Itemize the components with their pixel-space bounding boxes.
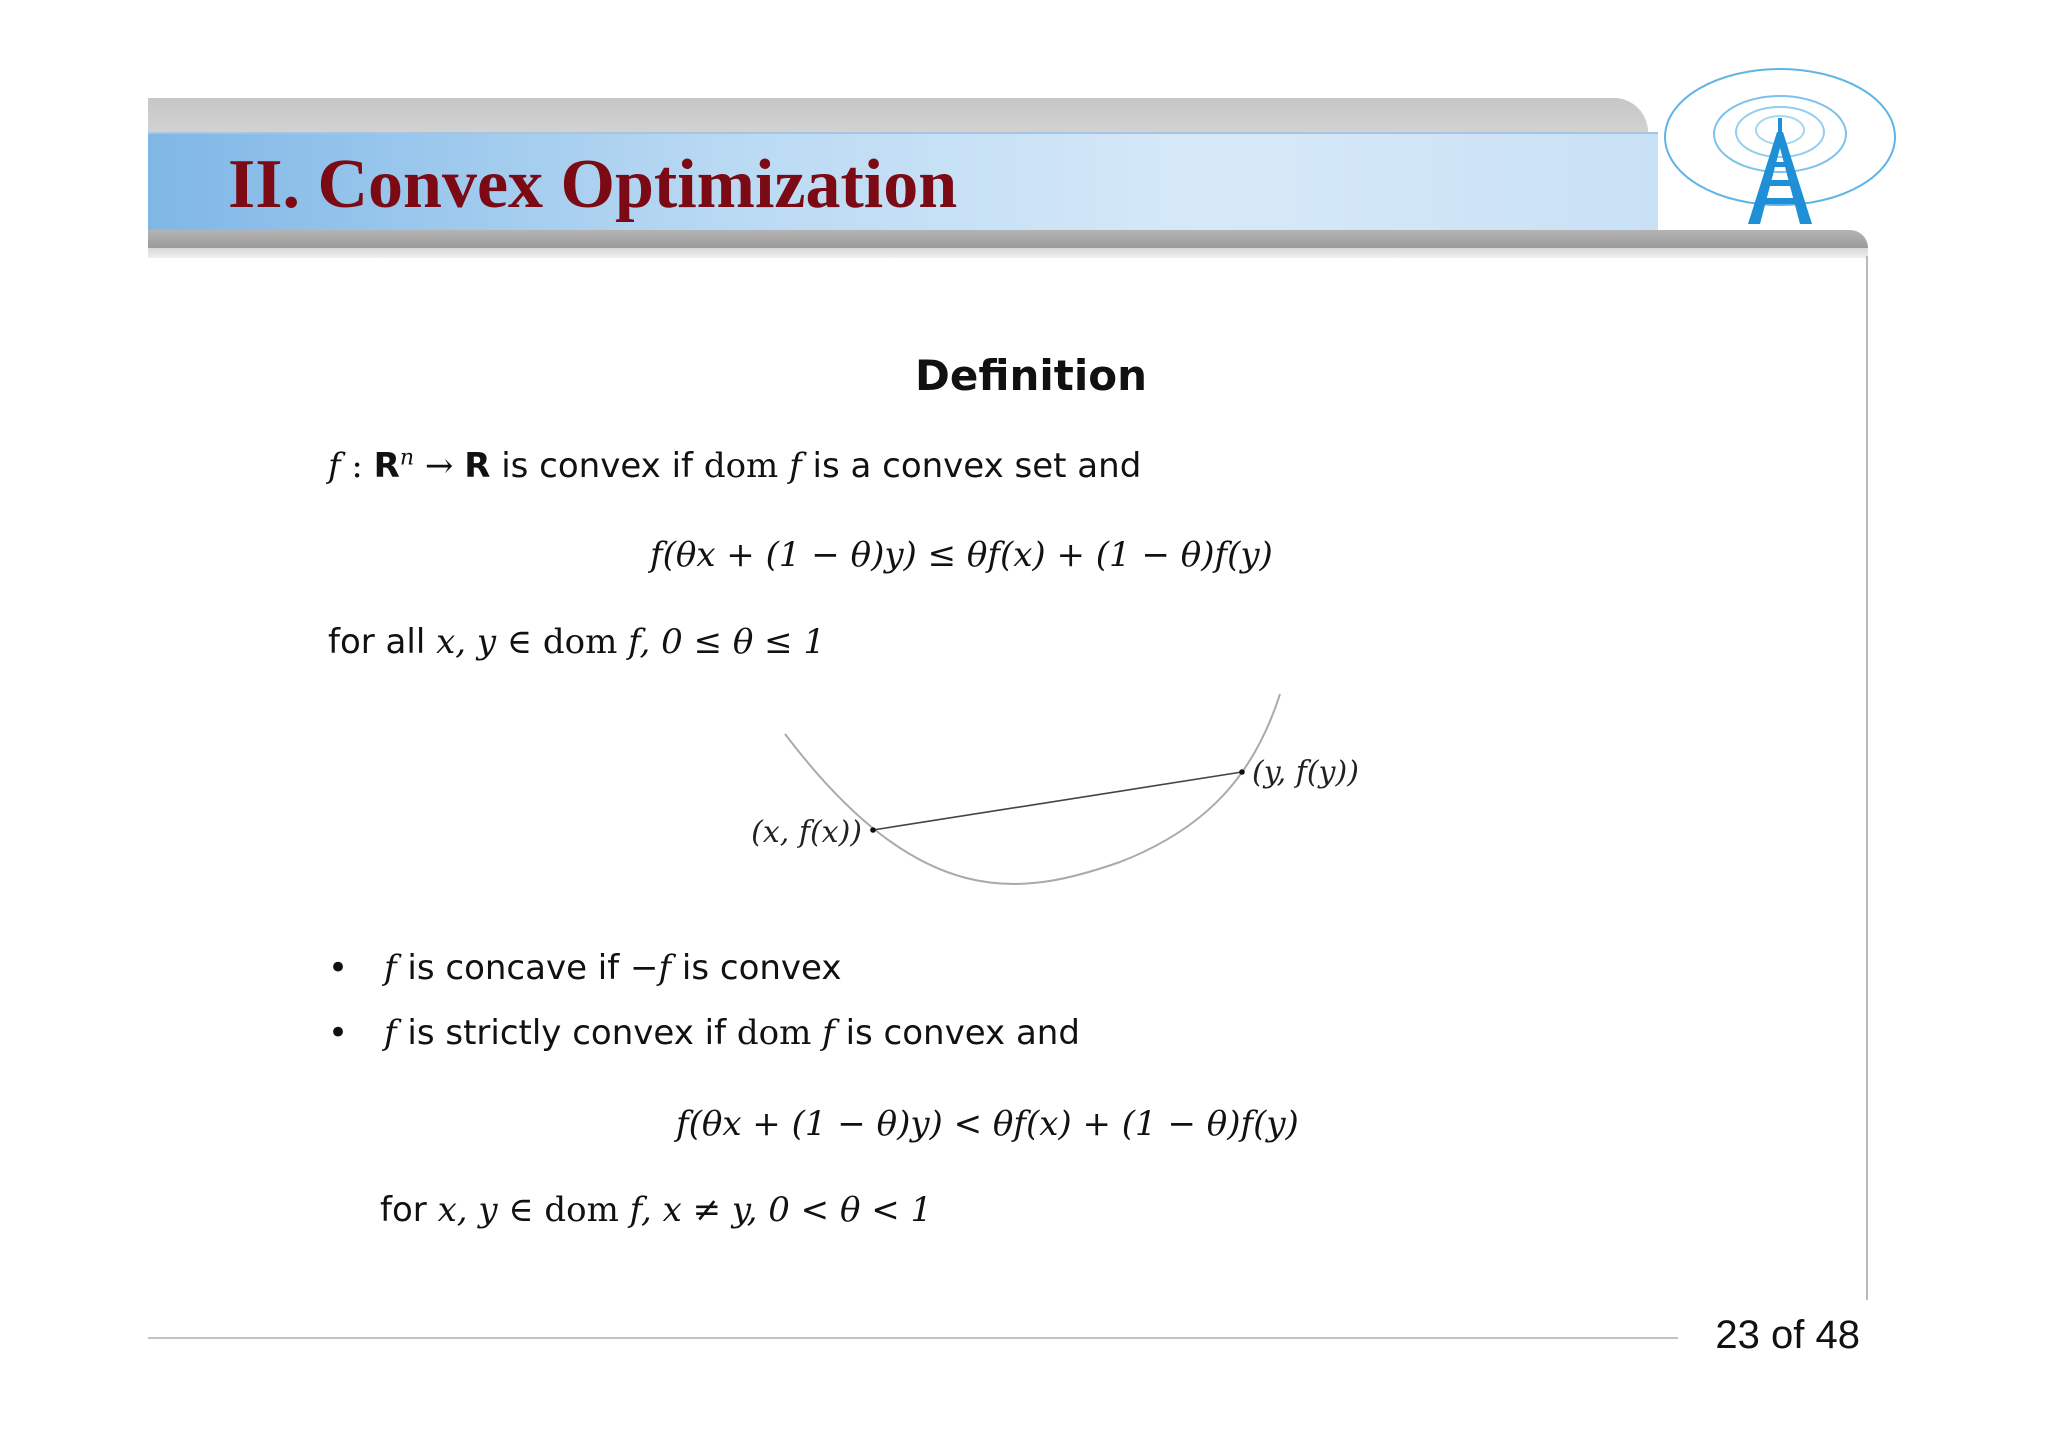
math-dom: dom	[736, 1013, 812, 1053]
bullet-text: is convex	[671, 948, 842, 988]
math-dom: dom	[542, 622, 618, 662]
slide-title: II. Convex Optimization	[228, 146, 958, 223]
page-number: 23 of 48	[1715, 1313, 1860, 1357]
antenna-tower-logo-icon	[1660, 62, 1900, 232]
math-neg-f: −f	[630, 948, 672, 988]
condition-text: for all	[328, 622, 437, 662]
math-colon: :	[340, 446, 374, 486]
math-vars: x, y ∈	[437, 1190, 545, 1230]
bullet-icon: •	[328, 1013, 349, 1053]
condition-text: for	[380, 1190, 438, 1230]
domain-condition	[328, 620, 825, 664]
definition-text: is convex if	[490, 446, 704, 486]
label-point-x: (x, f(x))	[751, 815, 862, 850]
slide-frame-right	[1866, 256, 1868, 1300]
strict-domain-condition	[380, 1188, 932, 1232]
math-f: f	[328, 446, 341, 486]
slide-footer-rule	[148, 1337, 1678, 1339]
math-f: f	[384, 1013, 397, 1053]
bullet-text: is convex and	[834, 1013, 1080, 1053]
label-point-y: (y, f(y))	[1252, 755, 1359, 790]
math-f: f	[778, 446, 802, 486]
bullet-text: is concave if	[396, 948, 631, 988]
math-reals: R	[464, 446, 491, 486]
bullet-icon: •	[328, 948, 349, 988]
definition-heading: Definition	[915, 351, 1148, 400]
math-arrow: →	[414, 446, 465, 486]
math-exponent: n	[399, 444, 415, 471]
definition-line	[328, 444, 1141, 488]
convexity-inequality: f(θx + (1 − θ)y) ≤ θf(x) + (1 − θ)f(y)	[650, 535, 1273, 575]
math-range: f, x ≠ y, 0 < θ < 1	[618, 1190, 933, 1230]
header-bottom-band	[148, 230, 1868, 248]
math-reals: R	[373, 446, 400, 486]
point-y	[1239, 769, 1245, 775]
header-top-band	[148, 98, 1648, 132]
convex-function-figure	[690, 682, 1450, 892]
math-range: f, 0 ≤ θ ≤ 1	[617, 622, 826, 662]
math-f: f	[384, 948, 397, 988]
point-x	[870, 827, 876, 833]
strict-convexity-inequality: f(θx + (1 − θ)y) < θf(x) + (1 − θ)f(y)	[676, 1104, 1299, 1144]
chord-segment	[873, 772, 1242, 830]
header-shadow-band	[148, 248, 1868, 258]
math-f: f	[811, 1013, 835, 1053]
math-dom: dom	[703, 446, 779, 486]
math-vars: x, y ∈	[436, 622, 543, 662]
bullet-strictly-convex	[328, 1011, 1080, 1055]
definition-text: is a convex set and	[801, 446, 1142, 486]
math-dom: dom	[544, 1190, 619, 1230]
bullet-text: is strictly convex if	[396, 1013, 737, 1053]
convex-curve	[785, 694, 1280, 884]
bullet-concave	[328, 946, 841, 990]
